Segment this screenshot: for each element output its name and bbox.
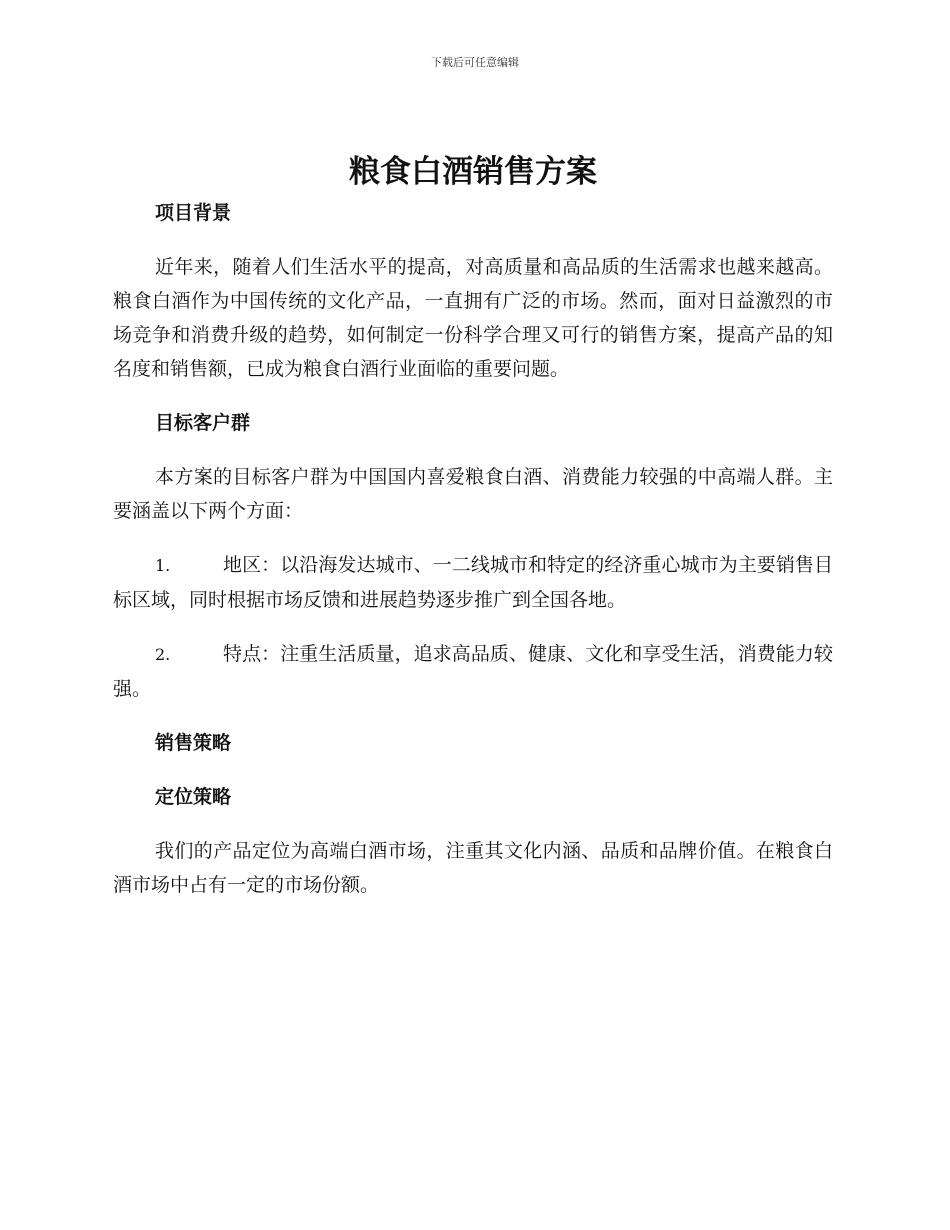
spacer (113, 814, 833, 834)
spacer (113, 440, 833, 460)
paragraph-background: 近年来，随着人们生活水平的提高，对高质量和高品质的生活需求也越来越高。粮食白酒作为中国传统的文化产品，一直拥有广泛的市场。然而，面对日益激烈的市场竞争和消费升级的趋势，如何制定一份科学合理又可行的销售方案，提高产品的知名度和销售额，已成为粮食白酒行业面临的重要问题。 (113, 256, 833, 380)
spacer (113, 386, 833, 406)
document-title: 粮食白酒销售方案 (349, 154, 597, 190)
paragraph-target: 本方案的目标客户群为中国国内喜爱粮食白酒、消费能力较强的中高端人群。主要涵盖以下两个方面： (113, 466, 833, 522)
section-heading-positioning: 定位策略 (155, 786, 232, 808)
spacer (113, 760, 833, 780)
spacer (113, 230, 833, 250)
list-item (113, 548, 833, 617)
list-item-text: 地区：以沿海发达城市、一二线城市和特定的经济重心城市为主要销售目标区域，同时根据市场反馈和进展趋势逐步推广到全国各地。 (113, 554, 833, 611)
list-item-number: 2. (155, 645, 171, 664)
list-item-text: 特点：注重生活质量，追求高品质、健康、文化和享受生活，消费能力较强。 (113, 643, 833, 700)
spacer (113, 706, 833, 726)
spacer (113, 528, 833, 548)
list-item (113, 637, 833, 706)
section-heading-target: 目标客户群 (155, 412, 251, 434)
spacer (113, 617, 833, 637)
section-heading-background: 项目背景 (155, 202, 232, 224)
document-body (113, 148, 833, 902)
paragraph-positioning: 我们的产品定位为高端白酒市场，注重其文化内涵、品质和品牌价值。在粮食白酒市场中占有一定的市场份额。 (113, 840, 833, 896)
section-heading-strategy: 销售策略 (155, 732, 232, 754)
list-item-number: 1. (155, 556, 171, 575)
header-note: 下载后可任意编辑 (431, 56, 519, 69)
